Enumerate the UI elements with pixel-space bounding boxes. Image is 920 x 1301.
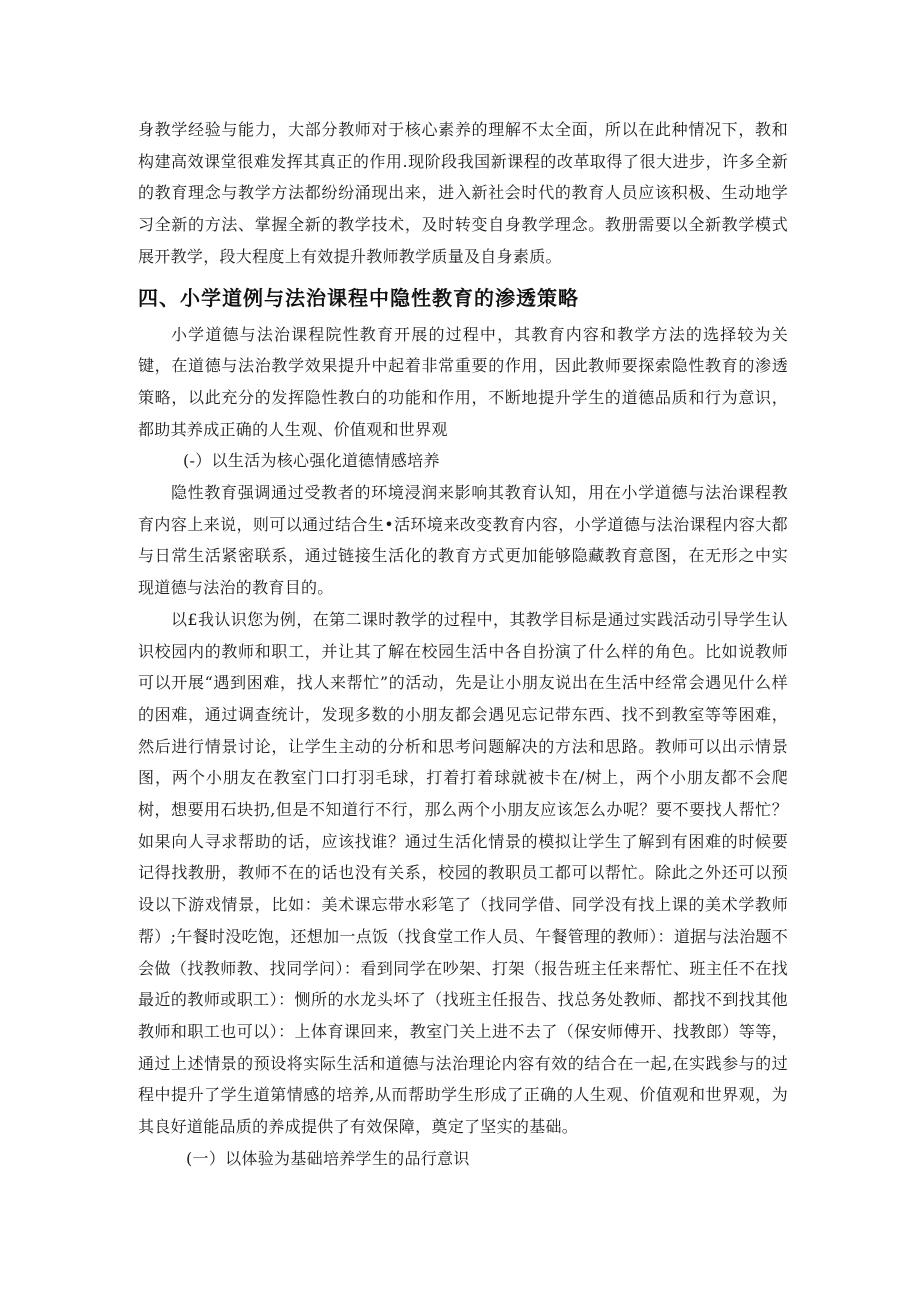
subsection-heading-life: (-）以生活为核心强化道德情感培养 bbox=[183, 451, 440, 471]
document-body bbox=[138, 114, 788, 1175]
paragraph-section-intro: 小学道德与法治课程院性教育开展的过程中，其教育内容和教学方法的选择较为关键，在道德与法治教学效果提升中起着非常重要的作用，因此教师要探索隐性教育的渗透策略，以此充分的发挥隐性教白的功能和作用，不断地提升学生的道德品质和行为意识，都助其养成正确的人生观、价值观和世界观 bbox=[138, 324, 788, 439]
paragraph-example: 以£我认识您为例，在第二课时教学的过程中，其教学目标是通过实践活动引导学生认识校园内的教师和职工，并让其了解在校园生活中各自扮演了什么样的角色。比如说教师可以开展“遇到困难，找人来帮忙”的活动，先是让小朋友说出在生活中经常会遇见什么样的困难，通过调查统计，发现多数的小朋友都会遇见忘记带东西、找不到教室等等困难，然后进行情景讨论，让学生主动的分析和思考问题解决的方法和思路。教师可以出示情景图，两个小朋友在教室门口打羽毛球，打着打着球就被卡在/树上，两个小朋友都不会爬树，想要用石块扔,但是不知道行不行，那么两个小朋友应该怎么办呢？要不要找人帮忙？如果向人寻求帮助的话，应该找谁？通过生活化情景的模拟让学生了解到有困难的时候要记得找教册，教师不在的话也没有关系，校园的教职员工都可以帮忙。除此之外还可以预设以下游戏情景，比如：美术课忘带水彩笔了（找同学借、同学没有找上课的美术学教师帮）;午餐时没吃饱，还想加一点饭（找食堂工作人员、午餐管理的教师）：道据与法治题不会做（找教师教、找同学问）：看到同学在吵架、打架（报告班主任来帮忙、班主任不在找最近的教师或职工）：恻所的水龙头坏了（找班主任报告、找总务处教师、都找不到找其他教师和职工也可以）：上体育课回来，教室门关上进不去了（保安师傅开、找教郎）等等，通过上述情景的预设将实际生活和道德与法治理论内容有效的结合在一起,在实践参与的过程中提升了学生道第情感的培养,从而帮助学生形成了正确的人生观、价值观和世界观，为其良好道能品质的养成提供了有效保障，奠定了坚实的基础。 bbox=[138, 609, 788, 1137]
paragraph-intro: 身教学经验与能力，大部分教师对于核心素养的理解不太全面，所以在此种情况下，教和构建高效课堂很难发挥其真正的作用.现阶段我国新课程的改革取得了很大进步，许多全新的教育理念与教学方法都纷纷涌现出来，进入新社会时代的教育人员应该积极、生动地学习全新的方法、掌握全新的教学技术，及时转变自身教学理念。教册需要以全新教学模式展开教学，段大程度上有效提升教师教学质量及自身素质。 bbox=[138, 120, 788, 266]
paragraph-hidden-education: 隐性教育强调通过受教者的环境浸润来影响其教育认知，用在小学道德与法治课程教育内容上来说，则可以通过结合生•活环境来改变教育内容，小学道德与法治课程内容大都与日常生活紧密联系，通过链接生活化的教育方式更加能够隐藏教育意图，在无形之中实现道德与法治的教育目的。 bbox=[138, 483, 788, 598]
section-heading: 四、小学道例与法治课程中隐性教育的渗透策略 bbox=[138, 285, 579, 310]
subsection-heading-experience: (一）以体验为基础培养学生的品行意识 bbox=[186, 1148, 470, 1168]
